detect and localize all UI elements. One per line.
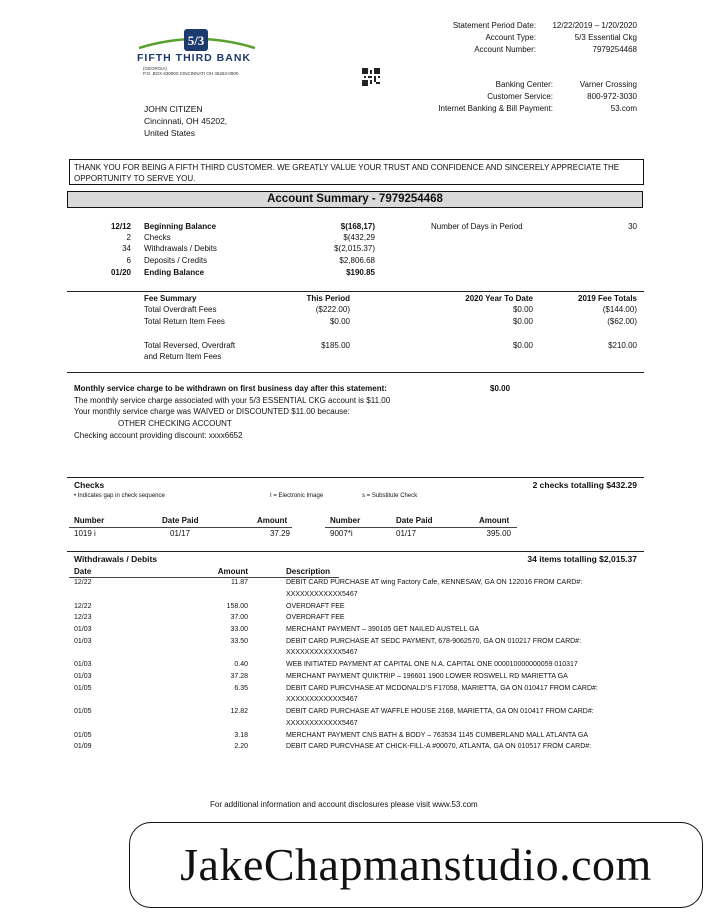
withdrawal-date: 01/05 xyxy=(74,731,92,739)
withdrawal-description: DEBIT CARD PURCHASE AT wing Factory Cafe, KENNESAW, GA ON 122016 FROM CARD#: xyxy=(286,579,583,586)
withdrawal-date: 12/23 xyxy=(74,614,92,622)
checks-header-amount: Amount xyxy=(257,516,288,525)
fee-header-period: This Period xyxy=(306,294,350,303)
internet-banking-value: 53.com xyxy=(610,104,637,113)
withdrawal-amount: 12.82 xyxy=(230,708,248,715)
summary-row-left: 2 xyxy=(126,233,131,242)
service-charge-line: Checking account providing discount: xxxx6652 xyxy=(74,431,243,440)
bank-logo-icon xyxy=(137,28,257,54)
check-amount: 37.29 xyxy=(269,529,290,538)
withdrawal-amount: 158.00 xyxy=(226,602,248,610)
withdrawals-header-description: Description xyxy=(286,567,331,576)
banking-center-label: Banking Center: xyxy=(495,80,553,89)
check-date: 01/17 xyxy=(170,529,191,538)
fee-header-prior: 2019 Fee Totals xyxy=(578,294,637,303)
days-in-period-value: 30 xyxy=(628,222,637,231)
withdrawal-description: DEBIT CARD PURCVHASE AT CHICK-FILL-A #00070, ATLANTA, GA ON 010517 FROM CARD#: xyxy=(286,743,592,751)
withdrawal-amount: 0.40 xyxy=(234,661,248,669)
withdrawal-amount: 37.28 xyxy=(230,672,248,680)
withdrawal-date: 01/03 xyxy=(74,637,92,645)
summary-row-left: 34 xyxy=(122,244,131,253)
withdrawal-amount: 37.00 xyxy=(230,614,248,622)
withdrawal-description: OVERDRAFT FEE xyxy=(286,602,345,610)
divider xyxy=(325,527,517,528)
customer-service-value: 800-972-3030 xyxy=(587,92,637,101)
checks-header-number: Number xyxy=(74,516,105,525)
withdrawal-date: 01/03 xyxy=(74,672,92,680)
withdrawal-description-cont: XXXXXXXXXXXX5467 xyxy=(286,649,358,657)
withdrawal-description: OVERDRAFT FEE xyxy=(286,614,345,622)
withdrawal-description: DEBIT CARD PURCVHASE AT MCDONALD’S F17058, MARIETTA, GA ON 010417 FROM CARD#: xyxy=(286,684,598,692)
divider xyxy=(67,372,644,373)
withdrawal-description-cont: XXXXXXXXXXXX5467 xyxy=(286,719,358,727)
internet-banking-label: Internet Banking & Bill Payment: xyxy=(438,104,553,113)
fee-row-ytd: $0.00 xyxy=(512,305,533,314)
withdrawal-description-cont: XXXXXXXXXXXX5467 xyxy=(286,590,358,598)
customer-country: United States xyxy=(144,128,196,138)
divider xyxy=(69,527,292,528)
withdrawal-date: 01/05 xyxy=(74,684,92,692)
bank-state: (GEORGIA) xyxy=(143,66,168,71)
withdrawal-description: DEBIT CARD PURCHASE AT WAFFLE HOUSE 2168, MARIETTA, GA ON 010417 FROM CARD#: xyxy=(286,708,594,715)
withdrawal-amount: 6.35 xyxy=(234,684,248,692)
withdrawal-amount: 2.20 xyxy=(234,743,248,751)
bank-name: FIFTH THIRD BANK xyxy=(137,52,251,64)
withdrawal-date: 01/03 xyxy=(74,625,92,633)
summary-row-value: $190.85 xyxy=(346,268,375,277)
summary-row-value: $2,806.68 xyxy=(339,256,375,265)
summary-row-label: Withdrawals / Debits xyxy=(144,244,217,253)
bank-logo xyxy=(137,28,257,74)
days-in-period-label: Number of Days in Period xyxy=(431,222,523,231)
check-number: 1019 i xyxy=(74,529,96,538)
withdrawal-date: 12/22 xyxy=(74,579,92,586)
withdrawal-amount: 3.18 xyxy=(234,731,248,739)
account-type-label: Account Type: xyxy=(485,33,536,42)
divider xyxy=(67,291,644,292)
checks-header-date: Date Paid xyxy=(162,516,199,525)
summary-row-value: $(432,29 xyxy=(343,233,375,242)
fee-header-ytd: 2020 Year To Date xyxy=(465,294,533,303)
fee-row-period: ($222.00) xyxy=(315,305,350,314)
fee-header-label: Fee Summary xyxy=(144,294,197,303)
divider xyxy=(67,551,644,552)
svg-text:5/3: 5/3 xyxy=(187,33,205,48)
account-number-label: Account Number: xyxy=(474,45,536,54)
service-charge-reason: OTHER CHECKING ACCOUNT xyxy=(118,419,232,428)
withdrawal-description: WEB INITIATED PAYMENT AT CAPITAL ONE N.A. CAPITAL ONE 000010000000059 010317 xyxy=(286,661,578,669)
summary-row-label: Deposits / Credits xyxy=(144,256,208,265)
service-charge-amount: $0.00 xyxy=(490,384,511,393)
withdrawal-amount: 11.87 xyxy=(231,579,248,586)
thank-you-notice: THANK YOU FOR BEING A FIFTH THIRD CUSTOMER. WE GREATLY VALUE YOUR TRUST AND CONFIDENCE AND SINCERELY APPRECIATE THE OPPORTUNITY TO SERVE YOU. xyxy=(69,159,644,185)
withdrawals-title: Withdrawals / Debits xyxy=(74,554,158,564)
summary-row-left: 01/20 xyxy=(110,268,131,277)
checks-legend: • Indicates gap in check sequence xyxy=(74,493,165,499)
withdrawals-total: 34 items totalling $2,015.37 xyxy=(527,554,637,564)
summary-row-left: 6 xyxy=(126,256,131,265)
service-charge-line: The monthly service charge associated with your 5/3 ESSENTIAL CKG account is $11.00 xyxy=(74,396,391,405)
divider xyxy=(67,477,644,478)
fee-row-label: Total Reversed, Overdraft xyxy=(144,341,236,350)
fee-row-ytd: $0.00 xyxy=(512,341,533,350)
summary-row-value: $(2,015.37) xyxy=(334,244,375,253)
check-date: 01/17 xyxy=(396,529,417,538)
withdrawal-date: 01/05 xyxy=(74,708,92,715)
summary-row-label: Ending Balance xyxy=(144,268,205,277)
withdrawal-date: 01/09 xyxy=(74,743,92,751)
footer-disclosure: For additional information and account disclosures please visit www.53.com xyxy=(210,800,478,809)
account-number-value: 7979254468 xyxy=(592,45,637,54)
account-summary-title: Account Summary - 7979254468 xyxy=(67,191,643,208)
withdrawal-amount: 33.50 xyxy=(230,637,248,645)
checks-title: Checks xyxy=(74,480,105,490)
watermark-text: JakeChapmanstudio.com xyxy=(180,839,652,890)
check-amount: 395.00 xyxy=(486,529,511,538)
withdrawal-description: MERCHANT PAYMENT – 390105 GET NAILED AUSTELL GA xyxy=(286,625,480,633)
checks-header-number: Number xyxy=(330,516,361,525)
fee-row-prior: $210.00 xyxy=(608,341,637,350)
withdrawals-header-amount: Amount xyxy=(217,567,248,576)
withdrawal-date: 12/22 xyxy=(74,602,92,610)
fee-row-prior: ($144.00) xyxy=(602,305,637,314)
check-number: 9007*i xyxy=(330,529,353,538)
period-label: Statement Period Date: xyxy=(452,21,536,30)
bank-address: P.O. BOX 630900 CINCINNATI OH 45263-0900 xyxy=(143,71,239,76)
divider xyxy=(69,577,339,578)
fee-row-label: Total Overdraft Fees xyxy=(144,305,217,314)
account-type-value: 5/3 Essential Ckg xyxy=(574,33,637,42)
withdrawal-description: MERCHANT PAYMENT CNS BATH & BODY – 763534 1145 CUMBERLAND MALL ATLANTA GA xyxy=(286,731,589,739)
checks-legend: s = Substitute Check xyxy=(362,493,418,499)
checks-header-amount: Amount xyxy=(479,516,510,525)
checks-header-date: Date Paid xyxy=(396,516,433,525)
fee-row-prior: ($62.00) xyxy=(607,317,637,326)
service-charge-heading: Monthly service charge to be withdrawn on first business day after this statement: xyxy=(74,384,387,393)
period-value: 12/22/2019 – 1/20/2020 xyxy=(552,21,637,30)
withdrawal-description: MERCHANT PAYMENT QUIKTRIP – 196601 1900 LOWER ROSWELL RD MARIETTA GA xyxy=(286,672,568,680)
service-charge-line: Your monthly service charge was WAIVED or DISCOUNTED $11.00 because: xyxy=(74,407,350,416)
customer-city: Cincinnati, OH 45202, xyxy=(144,116,228,126)
fee-row-period: $0.00 xyxy=(329,317,350,326)
fee-row-ytd: $0.00 xyxy=(512,317,533,326)
summary-row-left: 12/12 xyxy=(110,222,131,231)
fee-row-period: $185.00 xyxy=(321,341,350,350)
summary-row-value: $(168,17) xyxy=(340,222,375,231)
fee-row-label: Total Return Item Fees xyxy=(144,317,225,326)
customer-service-label: Customer Service: xyxy=(487,92,553,101)
fee-row-label-cont: and Return Item Fees xyxy=(144,352,222,361)
summary-row-label: Beginning Balance xyxy=(144,222,217,231)
banking-center-value: Varner Crossing xyxy=(579,80,637,89)
withdrawals-header-date: Date xyxy=(74,567,92,576)
qr-code-icon xyxy=(362,68,380,86)
checks-total: 2 checks totalling $432.29 xyxy=(532,480,637,490)
withdrawal-date: 01/03 xyxy=(74,661,92,669)
checks-legend: I = Electronic Image xyxy=(270,493,324,499)
summary-row-label: Checks xyxy=(144,233,171,242)
withdrawal-description: DEBIT CARD PURCHASE AT SEDC PAYMENT, 678-9062570, GA ON 010217 FROM CARD#: xyxy=(286,637,582,645)
customer-name: JOHN CITIZEN xyxy=(144,104,203,114)
watermark-box xyxy=(129,822,703,908)
withdrawal-description-cont: XXXXXXXXXXXX5467 xyxy=(286,696,358,703)
withdrawal-amount: 33.00 xyxy=(230,625,248,633)
